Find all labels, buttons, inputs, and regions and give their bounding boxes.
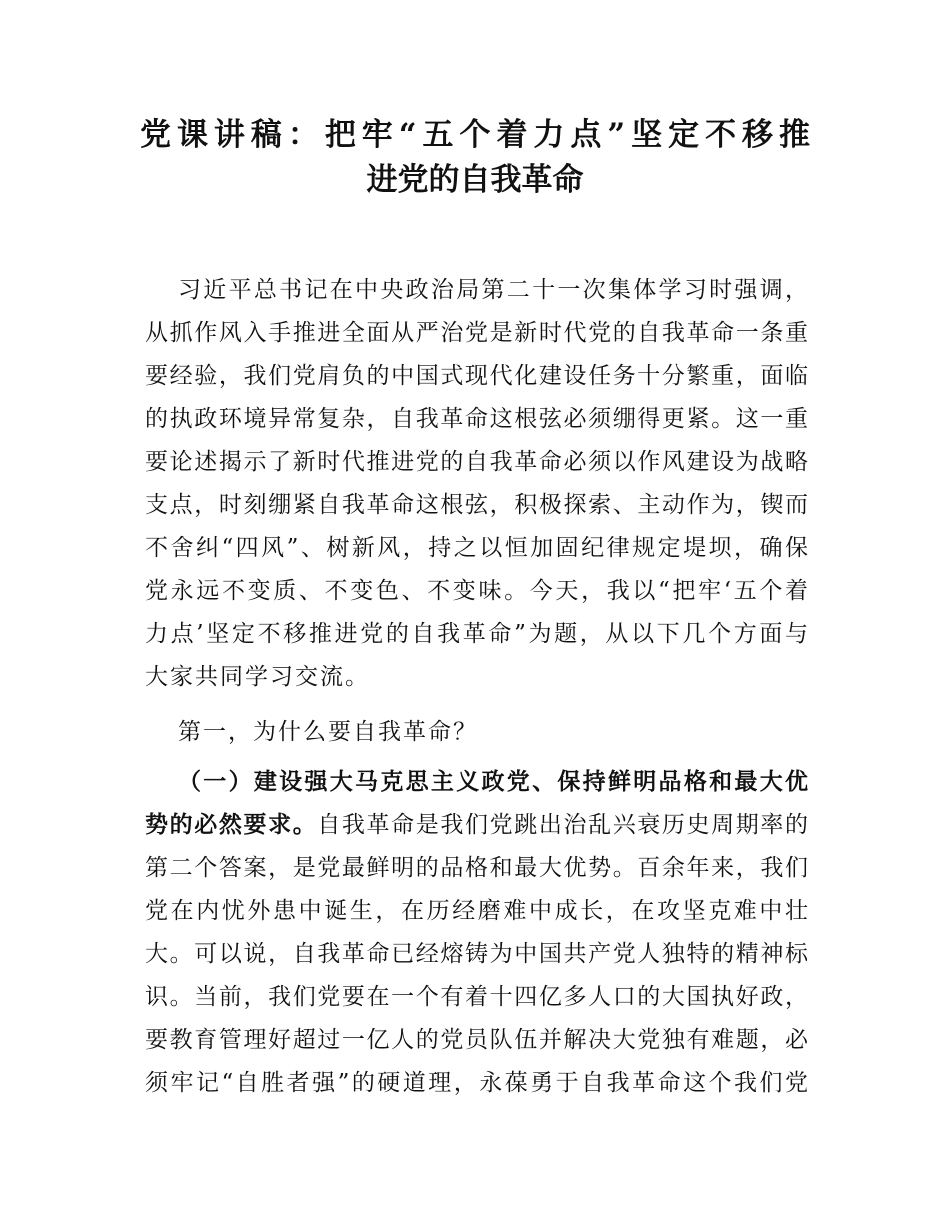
subsection-heading: （一）建设强大马克思主义政党、保持鲜明品格和最大优 [178, 768, 808, 795]
document-title-line-1: 党课讲稿：把牢“五个着力点”坚定不移推 [140, 117, 810, 153]
text-line: 支点，时刻绷紧自我革命这根弦，积极探索、主动作为，锲而 [145, 492, 808, 518]
text-line: 要论述揭示了新时代推进党的自我革命必须以作风建设为战略 [145, 449, 808, 475]
text-line: 力点’坚定不移推进党的自我革命”为题，从以下几个方面与 [145, 621, 808, 647]
text-line: 党在内忧外患中诞生，在历经磨难中成长，在攻坚克难中壮 [145, 898, 808, 924]
text-line: 的执政环境异常复杂，自我革命这根弦必须绷得更紧。这一重 [145, 406, 808, 432]
subsection-heading-end: 势的必然要求。 [145, 811, 318, 838]
text-segment: 自我革命是我们党跳出治乱兴衰历史周期率的 [317, 812, 809, 838]
text-line: 习近平总书记在中央政治局第二十一次集体学习时强调， [178, 277, 808, 303]
text-line: 要经验，我们党肩负的中国式现代化建设任务十分繁重，面临 [145, 363, 808, 389]
text-line: 不舍纠“四风”、树新风，持之以恒加固纪律规定堤坝，确保 [145, 535, 808, 561]
text-line: 党永远不变质、不变色、不变味。今天，我以“把牢‘五个着 [145, 578, 808, 604]
text-line [145, 810, 808, 840]
text-line: 大。可以说，自我革命已经熔铸为中国共产党人独特的精神标 [145, 941, 808, 967]
text-line: 从抓作风入手推进全面从严治党是新时代党的自我革命一条重 [145, 320, 808, 346]
section-heading: 第一，为什么要自我革命？ [178, 719, 478, 745]
text-line: 要教育管理好超过一亿人的党员队伍并解决大党独有难题，必 [145, 1027, 808, 1053]
document-title-line-2: 进党的自我革命 [366, 162, 584, 198]
text-line: 须牢记“自胜者强”的硬道理，永葆勇于自我革命这个我们党 [145, 1070, 808, 1096]
text-line: 识。当前，我们党要在一个有着十四亿多人口的大国执好政， [145, 984, 808, 1010]
text-line: 大家共同学习交流。 [145, 664, 370, 690]
text-line: 第二个答案，是党最鲜明的品格和最大优势。百余年来，我们 [145, 855, 808, 881]
